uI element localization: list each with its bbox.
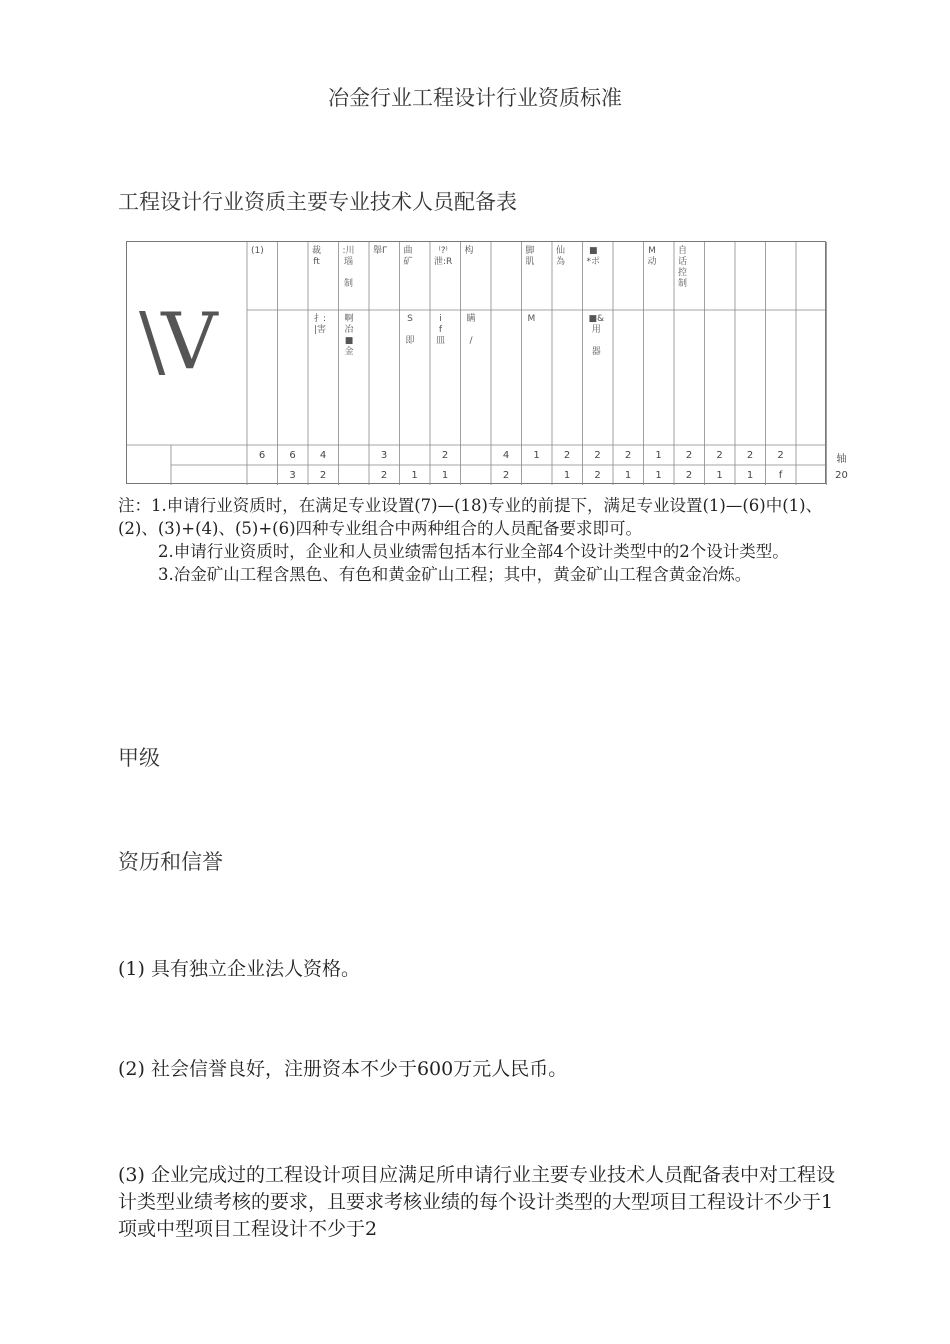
header-cell-bottom: S 即 <box>405 314 415 346</box>
header-cell-bottom: ■& 用 器 <box>588 314 605 357</box>
header-cell-top: M 动 <box>647 246 657 267</box>
item-3: (3) 企业完成过的工程设计项目应满足所申请行业主要专业技术人员配备表中对工程设计类型业绩考核的要求，且要求考核业绩的每个设计类型的大型项目工程设计不少于1项或中型项目工程设计不少于2 <box>118 1164 835 1240</box>
corner-mark: \V <box>139 297 214 387</box>
table-cell-row2: 1 <box>563 470 571 481</box>
note-2: 2.申请行业资质时，企业和人员业绩需包括本行业全部4个设计类型中的2个设计类型。 <box>158 542 789 561</box>
table-grid <box>127 242 827 485</box>
table-cell-row1: 轴 <box>836 454 847 465</box>
table-cell-row1: 2 <box>594 450 601 461</box>
table-cell-row2: 3 <box>289 470 296 481</box>
item-2: (2) 社会信誉良好，注册资本不少于600万元人民币。 <box>118 1058 568 1080</box>
table-title: 工程设计行业资质主要专业技术人员配备表 <box>118 190 517 214</box>
header-cell-top: 仙 為 <box>556 246 566 267</box>
table-cell-row1: 1 <box>655 450 662 461</box>
header-cell-top: :川 瑙 制 <box>342 246 355 289</box>
header-cell-top: ■ *ポ <box>586 246 601 267</box>
table-cell-row1: 2 <box>441 450 449 461</box>
note-3: 3.冶金矿山工程含黑色、有色和黄金矿山工程；其中，黄金矿山工程含黄金冶炼。 <box>158 565 752 584</box>
header-cell-top: 脚 肌 <box>525 246 535 267</box>
note-1: 注：1.申请行业资质时，在满足专业设置(7)—(18)专业的前提下，满足专业设置(1)—(6)中(1)、(2)、(3)+(4)、(5)+(6)四种专业组合中两种组合的人员配备要求即可。 <box>118 496 823 538</box>
staffing-table <box>126 241 848 484</box>
table-cell-row2: 2 <box>319 470 327 481</box>
table-cell-row1: 2 <box>777 450 784 461</box>
header-cell-top: 曲 矿 <box>403 246 413 267</box>
header-cell-top: 舉Γ <box>373 246 388 256</box>
grade-heading: 甲级 <box>118 746 160 770</box>
table-cell-row2: 2 <box>594 470 601 481</box>
header-cell-top: 裁 ft <box>312 246 322 267</box>
table-cell-row2: 2 <box>502 470 510 481</box>
item-1: (1) 具有独立企业法人资格。 <box>118 958 360 980</box>
header-cell-bottom: i f 皿 <box>436 314 446 346</box>
table-cell-row2: 1 <box>655 470 662 481</box>
table-cell-row1: 2 <box>563 450 571 461</box>
table-cell-row1: 2 <box>716 450 723 461</box>
table-cell-row2: 20 <box>835 470 848 481</box>
table-cell-row2: 1 <box>716 470 723 481</box>
header-cell-bottom: 瞒 / <box>466 314 476 346</box>
table-cell-row1: 2 <box>746 450 754 461</box>
table-cell-row1: 2 <box>624 450 632 461</box>
table-cell-row2: 1 <box>441 470 449 481</box>
table-cell-row2: f <box>778 470 783 481</box>
table-cell-row1: 4 <box>319 450 327 461</box>
document-title: 冶金行业工程设计行业资质标准 <box>328 86 622 110</box>
table-notes <box>118 494 838 586</box>
header-cell-bottom: M <box>527 314 536 324</box>
table-cell-row2: 2 <box>685 470 693 481</box>
table-cell-row2: 2 <box>380 470 388 481</box>
header-cell-top: (1) <box>251 246 264 256</box>
table-cell-row1: 4 <box>502 450 510 461</box>
header-cell-bottom: 啊 冶 ■ 金 <box>344 314 354 357</box>
table-cell-row2: 1 <box>624 470 632 481</box>
section-heading: 资历和信誉 <box>118 850 223 874</box>
table-cell-row1: 2 <box>685 450 693 461</box>
header-cell-top: ⁽?⁾ 泄:R <box>434 246 453 267</box>
header-cell-top: 构 <box>464 246 474 256</box>
table-cell-row2: 1 <box>746 470 754 481</box>
table-cell-row2: 1 <box>411 470 418 481</box>
table-cell-row1: 3 <box>380 450 388 461</box>
header-cell-bottom: 扌: |害 <box>314 314 327 335</box>
table-cell-row1: 6 <box>258 450 266 461</box>
table-cell-row1: 1 <box>533 450 540 461</box>
table-cell-row1: 6 <box>289 450 296 461</box>
header-cell-top: 自 话 控 制 <box>678 246 688 289</box>
